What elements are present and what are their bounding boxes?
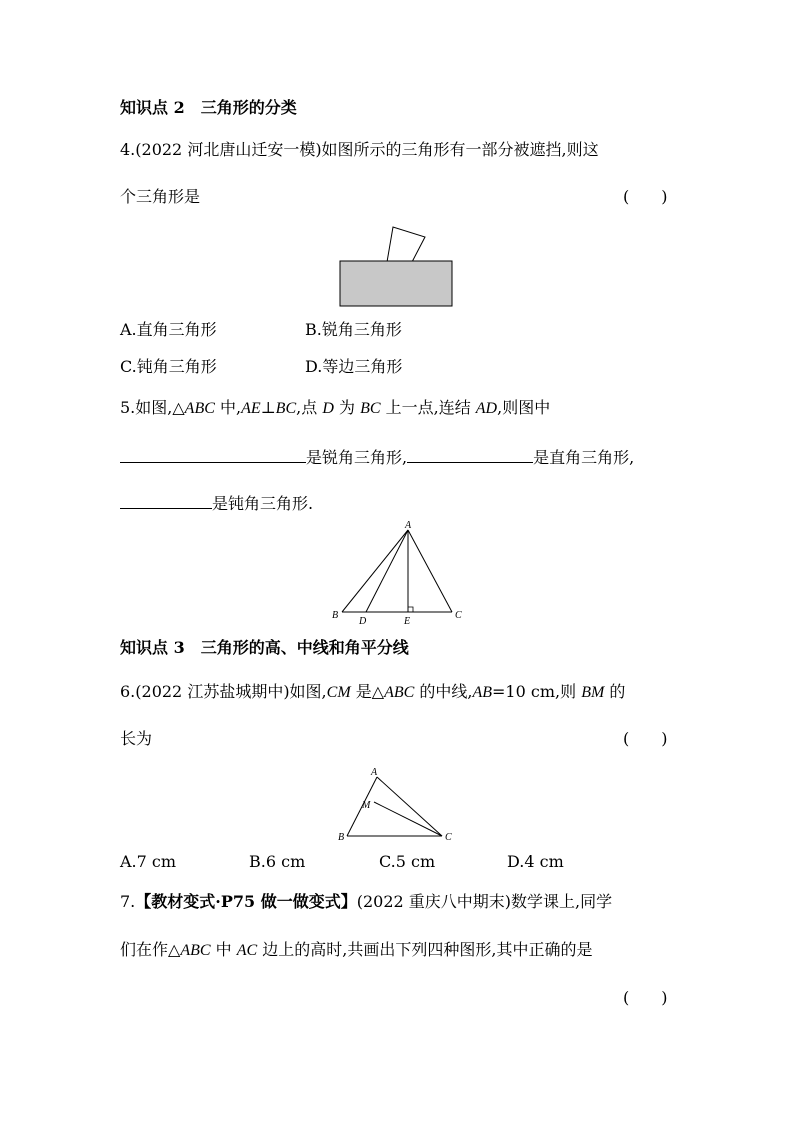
q6-answer-bracket: ( ) [623,729,668,748]
q5-label-c: C [455,610,462,621]
q4-option-c: C.钝角三角形 [120,357,217,376]
q4-option-b: B.锐角三角形 [305,320,402,339]
q4-line-2: 个三角形是 [120,187,201,206]
q4-figure [330,222,464,312]
section-3-heading: 知识点 3 三角形的高、中线和角平分线 [120,638,409,657]
q5-blank-obtuse[interactable] [120,492,212,509]
q6-label-m: M [362,800,371,811]
q4-option-d: D.等边三角形 [305,357,403,376]
q5-line-3: 是钝角三角形. [120,492,313,514]
q5-line-2: 是锐角三角形, 是直角三角形, [120,446,634,468]
q4-option-a: A.直角三角形 [120,320,217,339]
q4-answer-bracket: ( ) [623,187,668,206]
q7-line-1: 7.【教材变式·P75 做一做变式】(2022 重庆八中期末)数学课上,同学 [120,892,613,911]
q6-label-b: B [338,832,345,843]
q5-blank-right[interactable] [407,446,533,463]
q5-figure [322,518,472,630]
q6-line-1: 6.(2022 江苏盐城期中)如图,CM 是△ABC 的中线,AB=10 cm,则 BM 的 [120,682,626,701]
q6-option-a: A.7 cm [120,852,177,871]
q7-answer-bracket: ( ) [623,988,668,1007]
q6-figure [330,762,460,846]
q5-label-a: A [405,520,412,531]
q4-line-1: 4.(2022 河北唐山迁安一模)如图所示的三角形有一部分被遮挡,则这 [120,140,599,159]
q6-option-b: B.6 cm [249,852,306,871]
q5-label-e: E [404,616,411,627]
q6-option-d: D.4 cm [507,852,564,871]
q5-label-d: D [359,616,367,627]
q5-line-1: 5.如图,△ABC 中,AE⊥BC,点 D 为 BC 上一点,连结 AD,则图中 [120,398,551,417]
q6-label-a: A [371,767,378,778]
q6-option-c: C.5 cm [379,852,436,871]
q6-label-c: C [445,832,452,843]
q5-label-b: B [332,610,339,621]
q5-blank-acute[interactable] [120,446,306,463]
q4-cover-rectangle [340,261,452,306]
q4-visible-triangle-part [387,227,425,262]
q6-line-2: 长为 [120,729,153,748]
section-2-heading: 知识点 2 三角形的分类 [120,98,297,117]
q7-line-2: 们在作△ABC 中 AC 边上的高时,共画出下列四种图形,其中正确的是 [120,940,593,959]
